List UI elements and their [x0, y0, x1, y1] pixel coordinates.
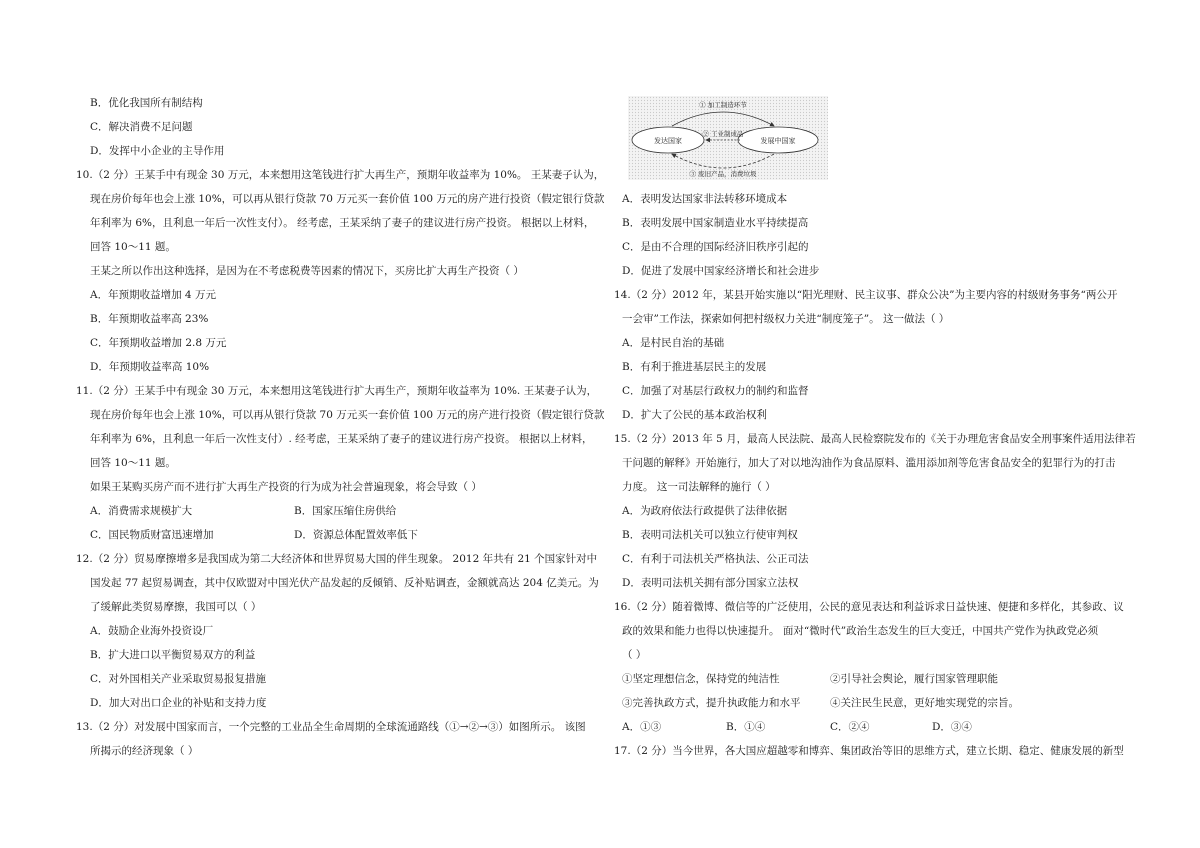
- q16-option-a[interactable]: A．①③: [622, 721, 662, 733]
- q10-stem-line: 年利率为 6%，且利息一年后一次性支付）。 经考虑，王某采纳了妻子的建议进行房产投资。 根据以上材料，: [90, 217, 595, 229]
- q15-option-a[interactable]: A．为政府依法行政提供了法律依据: [622, 505, 788, 517]
- q15-option-c[interactable]: C．有利于司法机关严格执法、公正司法: [622, 553, 809, 565]
- q10-option-d[interactable]: D．年预期收益率高 10%: [90, 361, 210, 373]
- q15-option-b[interactable]: B．表明司法机关可以独立行使审判权: [622, 529, 798, 541]
- q10-option-b[interactable]: B．年预期收益率高 23%: [90, 313, 209, 325]
- q13-option-c[interactable]: C．是由不合理的国际经济旧秩序引起的: [622, 241, 809, 253]
- q12-stem-line: 了缓解此类贸易摩擦，我国可以（ ）: [90, 601, 262, 613]
- circulation-diagram-svg: [628, 96, 828, 180]
- q11-stem-line: 11.（2 分）王某手中有现金 30 万元，本来想用这笔钱进行扩大再生产，预期年收益率为 10%. 王某妻子认为，: [76, 385, 598, 397]
- developing-country-label: 发展中国家: [760, 137, 796, 145]
- circulation-diagram: [628, 96, 828, 180]
- q13-option-d[interactable]: D．促进了发展中国家经济增长和社会进步: [622, 265, 820, 277]
- q14-option-c[interactable]: C．加强了对基层行政权力的制约和监督: [622, 385, 809, 397]
- q13-stem-line: 13.（2 分）对发展中国家而言，一个完整的工业品全生命周期的全球流通路线（①→②→③）如图所示。 该图: [76, 721, 586, 733]
- q11-option-d[interactable]: D．资源总体配置效率低下: [294, 529, 418, 541]
- q14-stem-line: 14.（2 分）2012 年，某县开始实施以“阳光理财、民主议事、群众公决”为主要内容的村级财务事务“两公开: [614, 289, 1118, 301]
- q11-option-a[interactable]: A．消费需求规模扩大: [90, 505, 193, 517]
- q10-stem-line: 10.（2 分）王某手中有现金 30 万元，本来想用这笔钱进行扩大再生产，预期年收益率为 10%。 王某妻子认为，: [76, 169, 605, 181]
- q17-stem-line: 17.（2 分）当今世界，各大国应超越零和博弈、集团政治等旧的思维方式，建立长期、稳定、健康发展的新型: [614, 745, 1124, 757]
- q10-option-c[interactable]: C．年预期收益增加 2.8 万元: [90, 337, 227, 349]
- q16-item-1: ①坚定理想信念，保持党的纯洁性: [622, 673, 780, 685]
- q16-stem-line: 政的效果和能力也得以快速提升。 面对“微时代”政治生态发生的巨大变迁，中国共产党作为执政党必须: [622, 625, 1099, 637]
- q14-stem-line: 一会审”工作法，探索如何把村级权力关进“制度笼子”。 这一做法（ ）: [622, 313, 950, 325]
- q16-option-c[interactable]: C．②④: [830, 721, 870, 733]
- q16-option-d[interactable]: D．③④: [932, 721, 972, 733]
- q14-option-a[interactable]: A．是村民自治的基础: [622, 337, 725, 349]
- q12-option-a[interactable]: A．鼓励企业海外投资设厂: [90, 625, 214, 637]
- q12-option-b[interactable]: B．扩大进口以平衡贸易双方的利益: [90, 649, 256, 661]
- q13-option-a[interactable]: A．表明发达国家非法转移环境成本: [622, 193, 788, 205]
- q12-stem-line: 国发起 77 起贸易调查，其中仅欧盟对中国光伏产品发起的反倾销、反补贴调查，金额就高达 204 亿美元。为: [90, 577, 599, 589]
- q9-option-b[interactable]: B．优化我国所有制结构: [90, 97, 203, 109]
- q11-option-c[interactable]: C．国民物质财富迅速增加: [90, 529, 214, 541]
- developed-country-label: 发达国家: [654, 137, 682, 145]
- q16-stem-line: 16.（2 分）随着微博、微信等的广泛使用，公民的意见表达和利益诉求日益快速、便捷和多样化，其参政、议: [614, 601, 1124, 613]
- q13-stem-line: 所揭示的经济现象（ ）: [90, 745, 199, 757]
- diagram-top-label: ① 加工制造环节: [699, 101, 747, 109]
- q11-stem-line: 现在房价每年也会上涨 10%，可以再从银行贷款 70 万元买一套价值 100 万元的房产进行投资（假定银行贷款: [90, 409, 605, 421]
- q11-option-b[interactable]: B．国家压缩住房供给: [294, 505, 397, 517]
- q15-stem-line: 15.（2 分）2013 年 5 月，最高人民法院、最高人民检察院发布的《关于办理危害食品安全刑事案件适用法律若: [614, 433, 1136, 445]
- q10-question: 王某之所以作出这种选择，是因为在不考虑税费等因素的情况下，买房比扩大再生产投资（ ）: [90, 265, 524, 277]
- q12-option-d[interactable]: D．加大对出口企业的补贴和支持力度: [90, 697, 267, 709]
- q12-option-c[interactable]: C．对外国相关产业采取贸易报复措施: [90, 673, 267, 685]
- q14-option-d[interactable]: D．扩大了公民的基本政治权利: [622, 409, 767, 421]
- q13-option-b[interactable]: B．表明发展中国家制造业水平持续提高: [622, 217, 809, 229]
- q10-stem-line: 现在房价每年也会上涨 10%，可以再从银行贷款 70 万元买一套价值 100 万元的房产进行投资（假定银行贷款: [90, 193, 605, 205]
- q9-option-c[interactable]: C．解决消费不足问题: [90, 121, 193, 133]
- q15-stem-line: 干问题的解释》开始施行，加大了对以地沟油作为食品原料、滥用添加剂等危害食品安全的犯罪行为的打击: [622, 457, 1116, 469]
- q16-stem-line: （ ）: [622, 649, 647, 661]
- q10-option-a[interactable]: A．年预期收益增加 4 万元: [90, 289, 216, 301]
- q11-stem-line: 回答 10～11 题。: [90, 457, 176, 469]
- q11-stem-line: 年利率为 6%，且利息一年后一次性支付）. 经考虑，王某采纳了妻子的建议进行房产投资。 根据以上材料，: [90, 433, 593, 445]
- q14-option-b[interactable]: B．有利于推进基层民主的发展: [622, 361, 767, 373]
- q16-item-3: ③完善执政方式，提升执政能力和水平: [622, 697, 801, 709]
- diagram-middle-label: ② 工业制成品: [702, 130, 744, 138]
- q10-stem-line: 回答 10～11 题。: [90, 241, 176, 253]
- q15-stem-line: 力度。 这一司法解释的施行（ ）: [622, 481, 776, 493]
- q9-option-d[interactable]: D．发挥中小企业的主导作用: [90, 145, 225, 157]
- q15-option-d[interactable]: D．表明司法机关拥有部分国家立法权: [622, 577, 799, 589]
- q12-stem-line: 12.（2 分）贸易摩擦增多是我国成为第二大经济体和世界贸易大国的伴生现象。 2012 年共有 21 个国家针对中: [76, 553, 598, 565]
- q16-item-2: ②引导社会舆论，履行国家管理职能: [830, 673, 998, 685]
- q16-option-b[interactable]: B．①④: [726, 721, 766, 733]
- diagram-bottom-label: ③ 废旧产品，消费垃圾: [689, 170, 757, 178]
- q11-question: 如果王某购买房产而不进行扩大再生产投资的行为成为社会普遍现象，将会导致（ ）: [90, 481, 482, 493]
- q16-item-4: ④关注民生民意，更好地实现党的宗旨。: [830, 697, 1019, 709]
